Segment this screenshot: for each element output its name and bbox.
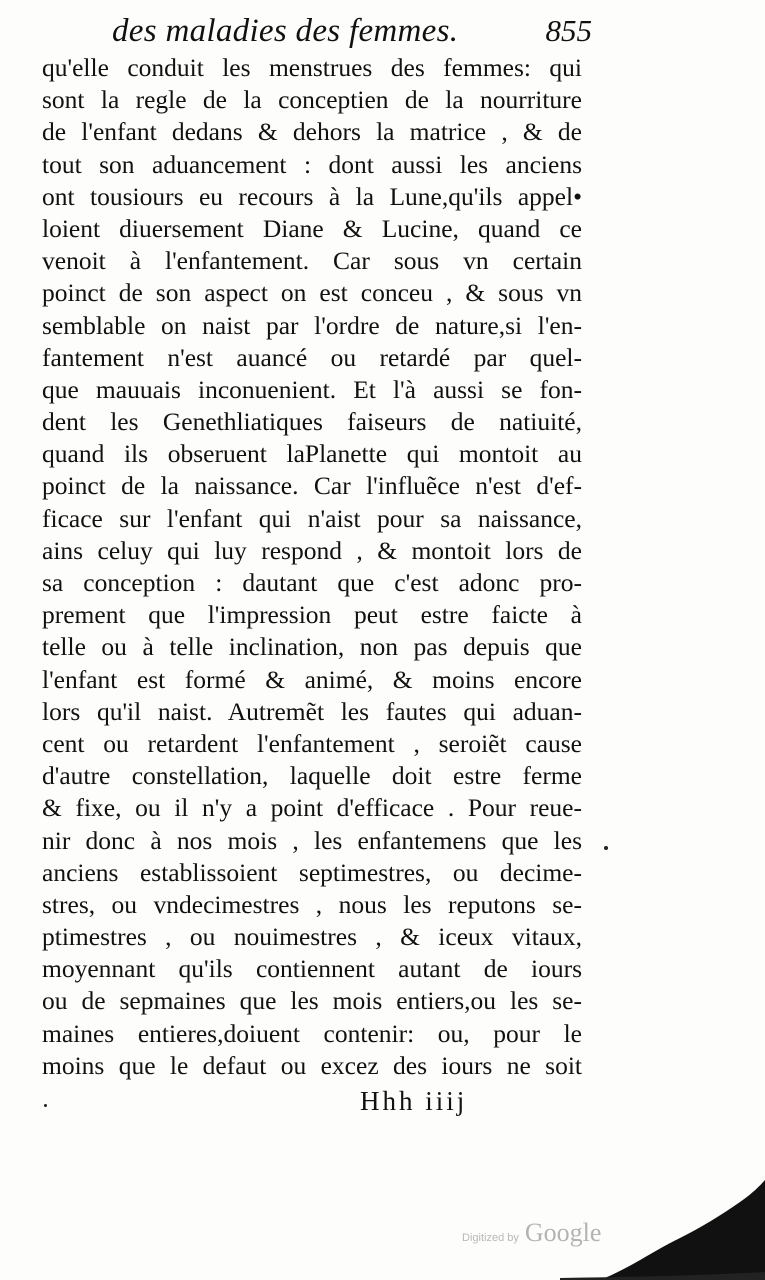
text-line: ont tousiours eu recours à la Lune,qu'ils appel• bbox=[42, 181, 582, 211]
page-header bbox=[112, 8, 592, 54]
text-line: semblable on naist par l'ordre de nature,si l'en- bbox=[42, 310, 582, 340]
text-line: anciens establissoient septimestres, ou decime- bbox=[42, 857, 582, 887]
text-line: fantement n'est auancé ou retardé par quel- bbox=[42, 342, 582, 372]
text-line: sa conception : dautant que c'est adonc pro- bbox=[42, 568, 582, 597]
text-line: maines entieres,doiuent contenir: ou, pour le bbox=[42, 1018, 582, 1048]
digitization-watermark bbox=[462, 1218, 601, 1248]
text-line: que mauuais inconuenient. Et l'à aussi se fon- bbox=[42, 374, 582, 404]
text-line: lors qu'il naist. Autremẽt les fautes qui aduan- bbox=[42, 696, 582, 726]
text-line: telle ou à telle inclination, non pas depuis que bbox=[42, 632, 582, 662]
text-line: nir donc à nos mois , les enfantemens que les bbox=[42, 825, 582, 855]
text-line: ou de sepmaines que les mois entiers,ou les se- bbox=[42, 986, 582, 1016]
running-title: des maladies des femmes. bbox=[112, 13, 459, 49]
text-line: stres, ou vndecimestres , nous les reputons se- bbox=[42, 889, 582, 919]
text-line: moyennant qu'ils contiennent autant de iours bbox=[42, 954, 582, 984]
text-line: poinct de son aspect on est conceu , & sous vn bbox=[42, 278, 582, 308]
text-line: venoit à l'enfantement. Car sous vn certain bbox=[42, 246, 582, 276]
text-line: ptimestres , ou nouimestres , & iceux vitaux, bbox=[42, 922, 582, 952]
text-line: ficace sur l'enfant qui n'aist pour sa naissance, bbox=[42, 503, 582, 533]
text-line: d'autre constellation, laquelle doit estre ferme bbox=[42, 761, 582, 791]
text-line: l'enfant est formé & animé, & moins encore bbox=[42, 664, 582, 694]
text-line: ains celuy qui luy respond , & montoit lors de bbox=[42, 535, 582, 565]
body-text bbox=[42, 52, 582, 1082]
text-line: prement que l'impression peut estre faicte à bbox=[42, 600, 582, 630]
margin-speck bbox=[604, 846, 608, 850]
google-logo: Google bbox=[524, 1218, 602, 1247]
text-line: loient diuersement Diane & Lucine, quand ce bbox=[42, 213, 582, 243]
text-line: cent ou retardent l'enfantement , seroiẽt cause bbox=[42, 728, 582, 758]
text-line: poinct de la naissance. Car l'influẽce n'est d'ef- bbox=[42, 471, 582, 501]
margin-speck bbox=[44, 1104, 47, 1107]
page-number: 855 bbox=[545, 13, 592, 48]
text-line: dent les Genethliatiques faiseurs de natiuité, bbox=[42, 407, 582, 437]
text-line: de l'enfant dedans & dehors la matrice , & de bbox=[42, 117, 582, 147]
text-line: tout son aduancement : dont aussi les anciens bbox=[42, 149, 582, 179]
signature-mark: Hhh iiij bbox=[360, 1086, 468, 1116]
text-line: moins que le defaut ou excez des iours ne soit bbox=[42, 1050, 582, 1080]
text-line: quand ils obseruent laPlanette qui montoit au bbox=[42, 439, 582, 469]
text-line: qu'elle conduit les menstrues des femmes: qui bbox=[42, 53, 582, 82]
text-line: & fixe, ou il n'y a point d'efficace . Pour reue- bbox=[42, 793, 582, 823]
watermark-prefix: Digitized by bbox=[462, 1232, 519, 1244]
text-line: sont la regle de la conceptien de la nourriture bbox=[42, 85, 582, 115]
